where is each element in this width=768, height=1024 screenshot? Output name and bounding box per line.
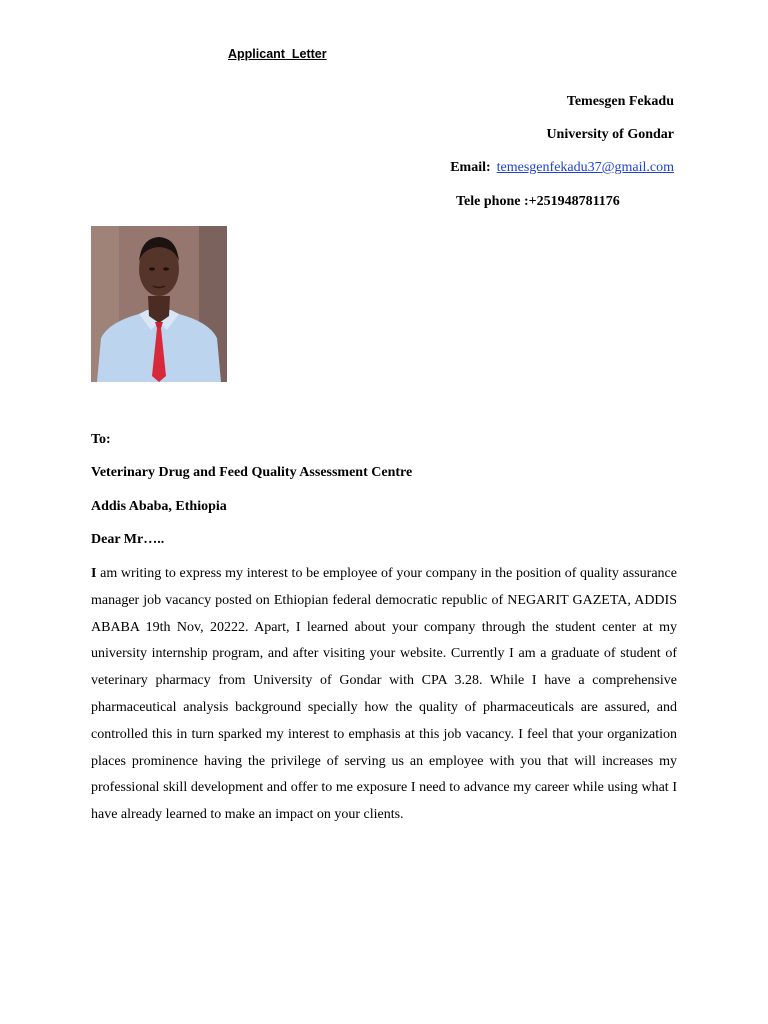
- document-title: Applicant Letter: [228, 47, 327, 61]
- sender-organization: University of Gondar: [546, 127, 674, 142]
- recipient-organization: Veterinary Drug and Feed Quality Assessment Centre: [91, 465, 413, 480]
- sender-email-line: [450, 160, 674, 176]
- salutation: Dear Mr…..: [91, 532, 165, 547]
- letter-body-text: am writing to express my interest to be employee of your company in the position of quality assurance manager job vacancy posted on Ethiopian federal democratic republic of NEGARIT GAZETA, ADDIS ABABA 19th Nov, 20222. Apart, I learned about your company through the student center at my university internship program, and after visiting your website. Currently I am a graduate of student of veterinary pharmacy from University of Gondar with CPA 3.28. While I have a comprehensive pharmaceutical analysis background specially how the quality of pharmaceuticals are assured, and controlled this in turn sparked my interest to emphasis at this job vacancy. I feel that your organization places prominence having the privilege of serving us an employee with you that will increases my professional skill development and offer to me exposure I need to advance my career while using what I have already learned to make an impact on your clients.: [91, 566, 677, 823]
- first-letter: I: [91, 566, 97, 581]
- email-link[interactable]: temesgenfekadu37@gmail.com: [496, 160, 674, 175]
- recipient-to-label: To:: [91, 432, 111, 447]
- recipient-city: Addis Ababa, Ethiopia: [91, 499, 227, 514]
- sender-phone: Tele phone :+251948781176: [456, 194, 620, 209]
- letter-body-paragraph: [91, 561, 677, 829]
- sender-name: Temesgen Fekadu: [566, 94, 674, 109]
- applicant-photo: [91, 226, 227, 382]
- email-label: Email:: [450, 160, 491, 175]
